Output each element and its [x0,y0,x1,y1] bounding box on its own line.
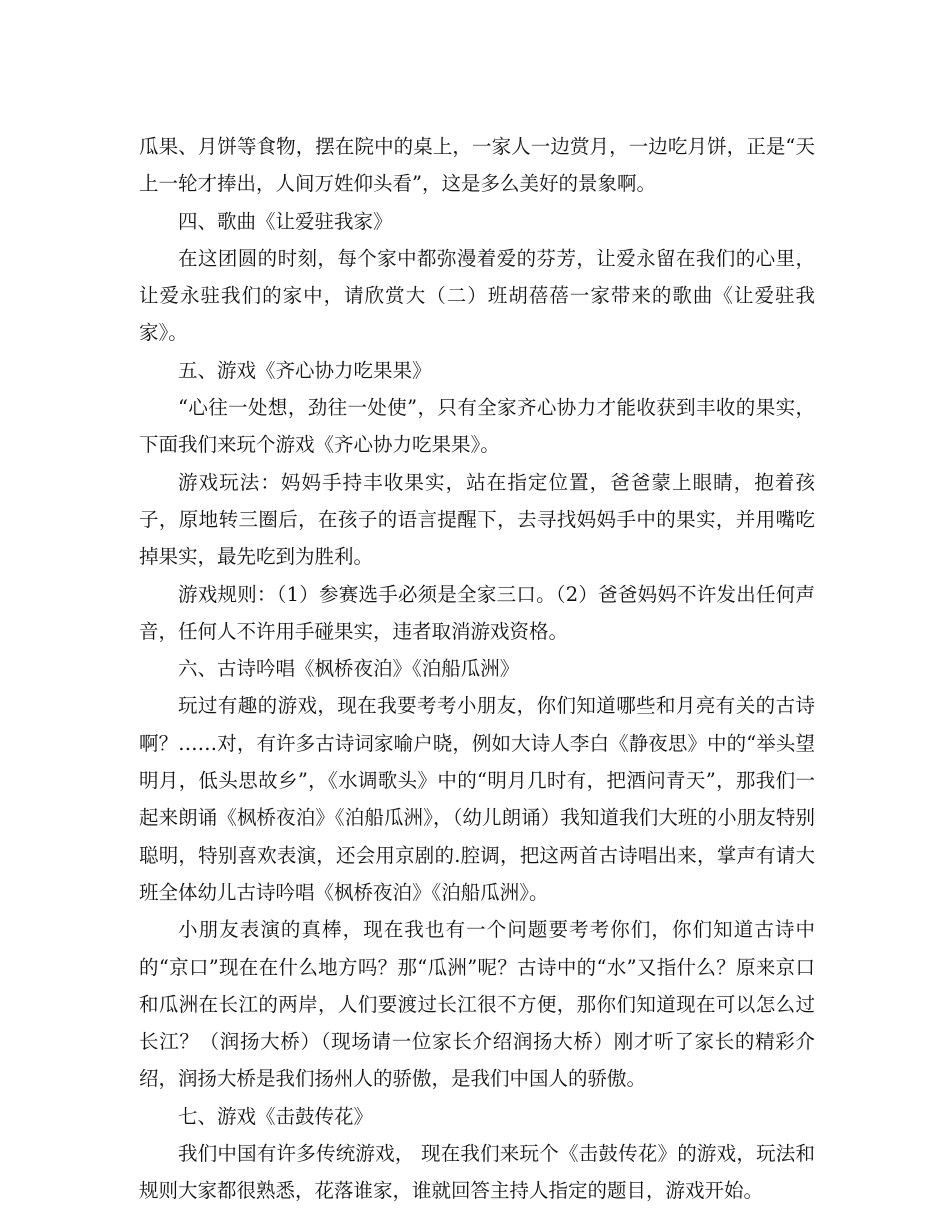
paragraph-song-intro: 在这团圆的时刻，每个家中都弥漫着爱的芬芳，让爱永留在我们的心里，让爱永驻我们的家中，请欣赏大（二）班胡蓓蓓一家带来的歌曲《让爱驻我家》。 [139,246,815,345]
section-heading-4: 四、歌曲《让爱驻我家》 [178,209,393,233]
paragraph-poem-questions: 小朋友表演的真棒，现在我也有一个问题要考考你们，你们知道古诗中的“京口”现在在什么地方吗？那“瓜洲”呢？古诗中的“水”又指什么？原来京口和瓜洲在长江的两岸，人们要渡过长江很不方便，那你们知道现在可以怎么过长江？（润扬大桥）（现场请一位家长介绍润扬大桥）刚才听了家长的精彩介绍，润扬大桥是我们扬州人的骄傲，是我们中国人的骄傲。 [139,918,815,1091]
document-body [139,128,815,1210]
paragraph-game-method: 游戏玩法：妈妈手持丰收果实，站在指定位置，爸爸蒙上眼睛，抱着孩子，原地转三圈后，在孩子的语言提醒下，去寻找妈妈手中的果实，并用嘴吃掉果实，最先吃到为胜利。 [139,470,815,569]
paragraph-game-rules: 游戏规则：（1）参赛选手必须是全家三口。（2）爸爸妈妈不许发出任何声音，任何人不许用手碰果实，违者取消游戏资格。 [139,582,815,643]
paragraph-mid-autumn-scene: 瓜果、月饼等食物，摆在院中的桌上，一家人一边赏月，一边吃月饼，正是“天上一轮才捧出，人间万姓仰头看”，这是多么美好的景象啊。 [139,135,815,196]
paragraph-poem-intro: 玩过有趣的游戏，现在我要考考小朋友，你们知道哪些和月亮有关的古诗啊？……对，有许多古诗词家喻户晓，例如大诗人李白《静夜思》中的“举头望明月，低头思故乡”，《水调歌头》中的“明月几时有，把酒问青天”，那我们一起来朗诵《枫桥夜泊》《泊船瓜洲》，（幼儿朗诵）我知道我们大班的小朋友特别聪明，特别喜欢表演，还会用京剧的.腔调，把这两首古诗唱出来，掌声有请大班全体幼儿古诗吟唱《枫桥夜泊》《泊船瓜洲》。 [139,694,815,904]
section-heading-5: 五、游戏《齐心协力吃果果》 [178,358,432,382]
section-heading-7: 七、游戏《击鼓传花》 [178,1104,374,1128]
paragraph-game-intro: “心往一处想，劲往一处使”，只有全家齐心协力才能收获到丰收的果实，下面我们来玩个游戏《齐心协力吃果果》。 [139,396,815,457]
paragraph-drum-game: 我们中国有许多传统游戏， 现在我们来玩个《击鼓传花》的游戏，玩法和规则大家都很熟悉，花落谁家，谁就回答主持人指定的题目，游戏开始。 [139,1142,815,1203]
section-heading-6: 六、古诗吟唱《枫桥夜泊》《泊船瓜洲》 [178,657,520,681]
